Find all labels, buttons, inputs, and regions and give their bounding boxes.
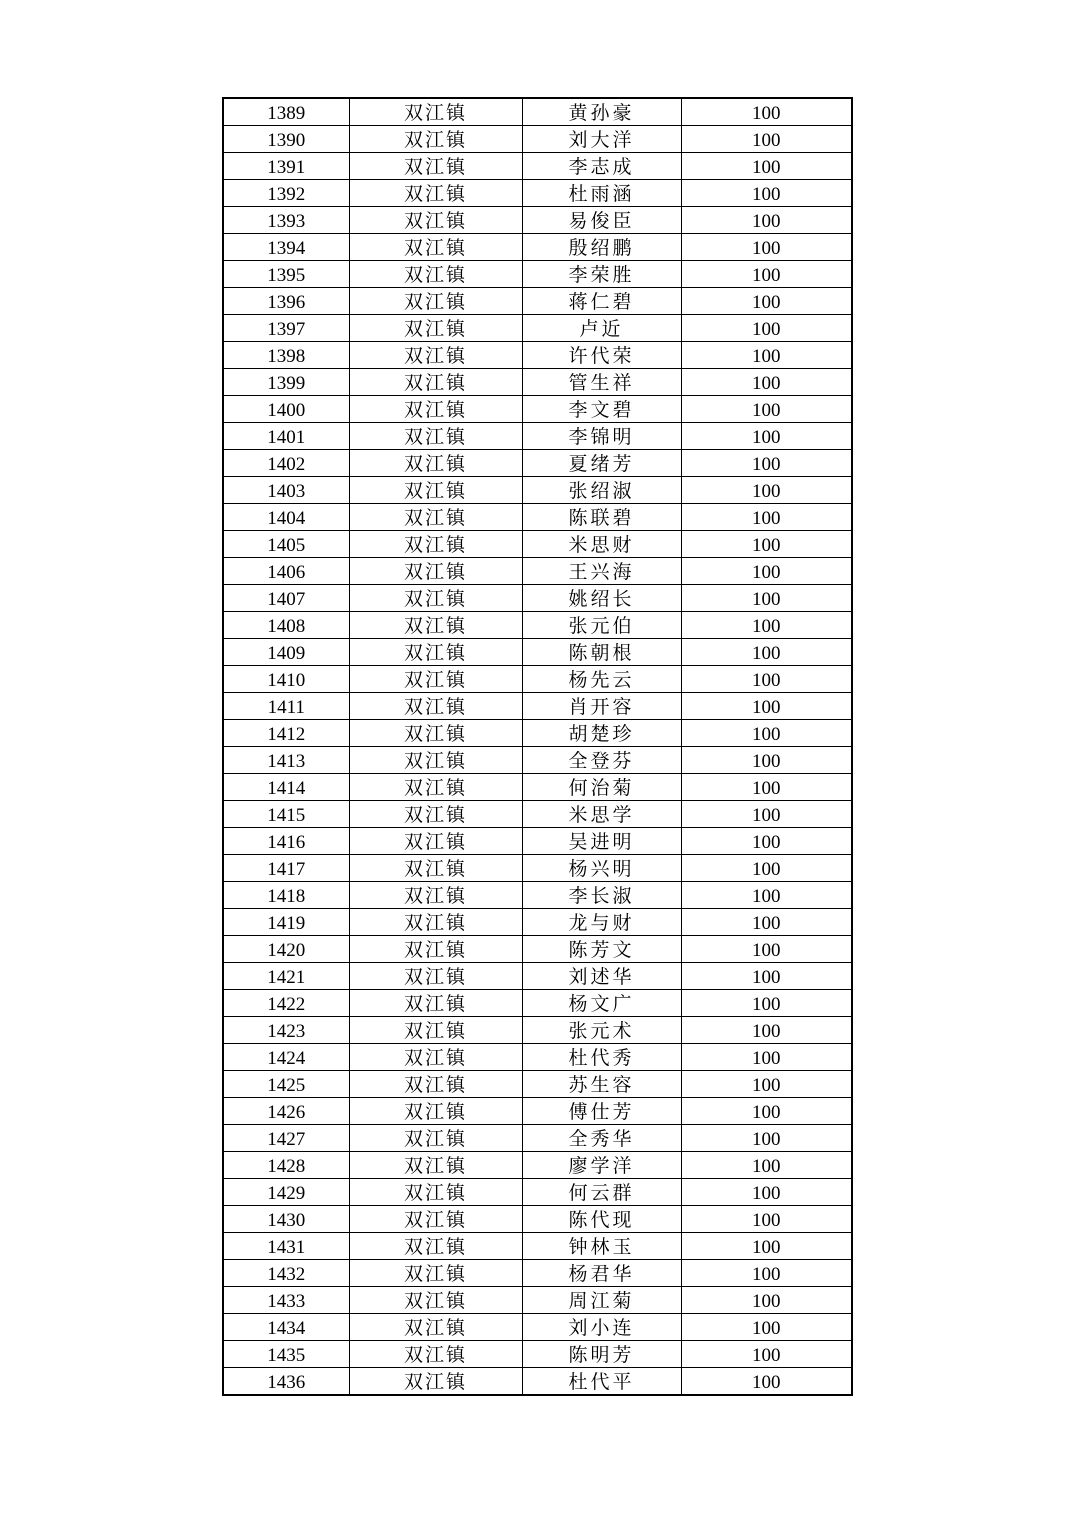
amount-cell: 100 — [681, 477, 852, 504]
name-cell: 龙与财 — [522, 909, 681, 936]
name-cell: 李文碧 — [522, 396, 681, 423]
amount-cell: 100 — [681, 747, 852, 774]
serial-number-cell: 1410 — [223, 666, 349, 693]
amount-cell: 100 — [681, 1125, 852, 1152]
amount-cell: 100 — [681, 963, 852, 990]
town-cell: 双江镇 — [349, 1017, 522, 1044]
name-cell: 张元术 — [522, 1017, 681, 1044]
town-cell: 双江镇 — [349, 450, 522, 477]
amount-cell: 100 — [681, 234, 852, 261]
serial-number-cell: 1418 — [223, 882, 349, 909]
town-cell: 双江镇 — [349, 666, 522, 693]
town-cell: 双江镇 — [349, 1233, 522, 1260]
town-cell: 双江镇 — [349, 288, 522, 315]
table-row — [223, 126, 852, 153]
amount-cell: 100 — [681, 882, 852, 909]
table-row — [223, 180, 852, 207]
serial-number-cell: 1397 — [223, 315, 349, 342]
serial-number-cell: 1399 — [223, 369, 349, 396]
town-cell: 双江镇 — [349, 1368, 522, 1396]
amount-cell: 100 — [681, 396, 852, 423]
serial-number-cell: 1425 — [223, 1071, 349, 1098]
town-cell: 双江镇 — [349, 477, 522, 504]
serial-number-cell: 1406 — [223, 558, 349, 585]
amount-cell: 100 — [681, 315, 852, 342]
serial-number-cell: 1396 — [223, 288, 349, 315]
town-cell: 双江镇 — [349, 882, 522, 909]
amount-cell: 100 — [681, 1044, 852, 1071]
amount-cell: 100 — [681, 1071, 852, 1098]
name-cell: 钟林玉 — [522, 1233, 681, 1260]
amount-cell: 100 — [681, 450, 852, 477]
town-cell: 双江镇 — [349, 1260, 522, 1287]
name-cell: 陈联碧 — [522, 504, 681, 531]
name-cell: 李锦明 — [522, 423, 681, 450]
town-cell: 双江镇 — [349, 98, 522, 126]
amount-cell: 100 — [681, 153, 852, 180]
serial-number-cell: 1414 — [223, 774, 349, 801]
name-cell: 杨先云 — [522, 666, 681, 693]
table-row — [223, 504, 852, 531]
name-cell: 杜雨涵 — [522, 180, 681, 207]
amount-cell: 100 — [681, 342, 852, 369]
table-row — [223, 612, 852, 639]
table-row — [223, 585, 852, 612]
name-cell: 刘述华 — [522, 963, 681, 990]
serial-number-cell: 1426 — [223, 1098, 349, 1125]
town-cell: 双江镇 — [349, 1179, 522, 1206]
table-row — [223, 1071, 852, 1098]
table-row — [223, 990, 852, 1017]
name-cell: 廖学洋 — [522, 1152, 681, 1179]
table-row — [223, 207, 852, 234]
serial-number-cell: 1389 — [223, 98, 349, 126]
amount-cell: 100 — [681, 1341, 852, 1368]
table-row — [223, 1017, 852, 1044]
table-row — [223, 1287, 852, 1314]
table-row — [223, 396, 852, 423]
town-cell: 双江镇 — [349, 720, 522, 747]
serial-number-cell: 1433 — [223, 1287, 349, 1314]
serial-number-cell: 1408 — [223, 612, 349, 639]
table-row — [223, 477, 852, 504]
amount-cell: 100 — [681, 720, 852, 747]
town-cell: 双江镇 — [349, 612, 522, 639]
town-cell: 双江镇 — [349, 693, 522, 720]
amount-cell: 100 — [681, 855, 852, 882]
table-row — [223, 747, 852, 774]
amount-cell: 100 — [681, 990, 852, 1017]
town-cell: 双江镇 — [349, 1341, 522, 1368]
name-cell: 米思学 — [522, 801, 681, 828]
table-row — [223, 882, 852, 909]
town-cell: 双江镇 — [349, 936, 522, 963]
table-row — [223, 558, 852, 585]
table-row — [223, 1125, 852, 1152]
amount-cell: 100 — [681, 828, 852, 855]
name-cell: 张绍淑 — [522, 477, 681, 504]
serial-number-cell: 1420 — [223, 936, 349, 963]
name-cell: 卢近 — [522, 315, 681, 342]
amount-cell: 100 — [681, 558, 852, 585]
serial-number-cell: 1429 — [223, 1179, 349, 1206]
table-row — [223, 98, 852, 126]
name-cell: 王兴海 — [522, 558, 681, 585]
name-cell: 周江菊 — [522, 1287, 681, 1314]
town-cell: 双江镇 — [349, 369, 522, 396]
name-cell: 杜代秀 — [522, 1044, 681, 1071]
serial-number-cell: 1416 — [223, 828, 349, 855]
name-cell: 陈朝根 — [522, 639, 681, 666]
amount-cell: 100 — [681, 207, 852, 234]
name-cell: 全秀华 — [522, 1125, 681, 1152]
amount-cell: 100 — [681, 1206, 852, 1233]
table-row — [223, 855, 852, 882]
town-cell: 双江镇 — [349, 801, 522, 828]
name-cell: 苏生容 — [522, 1071, 681, 1098]
name-cell: 夏绪芳 — [522, 450, 681, 477]
town-cell: 双江镇 — [349, 639, 522, 666]
serial-number-cell: 1409 — [223, 639, 349, 666]
serial-number-cell: 1422 — [223, 990, 349, 1017]
amount-cell: 100 — [681, 585, 852, 612]
town-cell: 双江镇 — [349, 1044, 522, 1071]
table-row — [223, 234, 852, 261]
town-cell: 双江镇 — [349, 747, 522, 774]
table-row — [223, 423, 852, 450]
amount-cell: 100 — [681, 1287, 852, 1314]
name-cell: 黄孙豪 — [522, 98, 681, 126]
table-row — [223, 342, 852, 369]
town-cell: 双江镇 — [349, 1206, 522, 1233]
name-cell: 陈明芳 — [522, 1341, 681, 1368]
name-cell: 米思财 — [522, 531, 681, 558]
name-cell: 李荣胜 — [522, 261, 681, 288]
amount-cell: 100 — [681, 1233, 852, 1260]
table-row — [223, 666, 852, 693]
town-cell: 双江镇 — [349, 1098, 522, 1125]
table-row — [223, 1314, 852, 1341]
amount-cell: 100 — [681, 666, 852, 693]
table-row — [223, 1098, 852, 1125]
amount-cell: 100 — [681, 1179, 852, 1206]
name-cell: 殷绍鹏 — [522, 234, 681, 261]
table-row — [223, 1044, 852, 1071]
town-cell: 双江镇 — [349, 990, 522, 1017]
town-cell: 双江镇 — [349, 423, 522, 450]
serial-number-cell: 1391 — [223, 153, 349, 180]
table-row — [223, 1368, 852, 1396]
amount-cell: 100 — [681, 1260, 852, 1287]
town-cell: 双江镇 — [349, 342, 522, 369]
town-cell: 双江镇 — [349, 828, 522, 855]
name-cell: 吴进明 — [522, 828, 681, 855]
name-cell: 许代荣 — [522, 342, 681, 369]
town-cell: 双江镇 — [349, 774, 522, 801]
amount-cell: 100 — [681, 1098, 852, 1125]
serial-number-cell: 1404 — [223, 504, 349, 531]
table-row — [223, 909, 852, 936]
table-body — [223, 98, 852, 1395]
serial-number-cell: 1434 — [223, 1314, 349, 1341]
name-cell: 肖开容 — [522, 693, 681, 720]
serial-number-cell: 1423 — [223, 1017, 349, 1044]
name-cell: 刘大洋 — [522, 126, 681, 153]
town-cell: 双江镇 — [349, 855, 522, 882]
name-cell: 杜代平 — [522, 1368, 681, 1396]
serial-number-cell: 1394 — [223, 234, 349, 261]
amount-cell: 100 — [681, 1152, 852, 1179]
table-row — [223, 774, 852, 801]
table-row — [223, 288, 852, 315]
amount-cell: 100 — [681, 180, 852, 207]
serial-number-cell: 1403 — [223, 477, 349, 504]
town-cell: 双江镇 — [349, 558, 522, 585]
name-cell: 陈代现 — [522, 1206, 681, 1233]
serial-number-cell: 1413 — [223, 747, 349, 774]
table-row — [223, 1341, 852, 1368]
town-cell: 双江镇 — [349, 909, 522, 936]
amount-cell: 100 — [681, 126, 852, 153]
amount-cell: 100 — [681, 288, 852, 315]
name-cell: 李志成 — [522, 153, 681, 180]
amount-cell: 100 — [681, 1017, 852, 1044]
amount-cell: 100 — [681, 504, 852, 531]
serial-number-cell: 1393 — [223, 207, 349, 234]
town-cell: 双江镇 — [349, 531, 522, 558]
name-cell: 管生祥 — [522, 369, 681, 396]
serial-number-cell: 1411 — [223, 693, 349, 720]
serial-number-cell: 1417 — [223, 855, 349, 882]
serial-number-cell: 1395 — [223, 261, 349, 288]
serial-number-cell: 1412 — [223, 720, 349, 747]
town-cell: 双江镇 — [349, 585, 522, 612]
town-cell: 双江镇 — [349, 153, 522, 180]
name-cell: 李长淑 — [522, 882, 681, 909]
serial-number-cell: 1407 — [223, 585, 349, 612]
town-cell: 双江镇 — [349, 180, 522, 207]
amount-cell: 100 — [681, 693, 852, 720]
name-cell: 张元伯 — [522, 612, 681, 639]
name-cell: 杨兴明 — [522, 855, 681, 882]
table-row — [223, 936, 852, 963]
serial-number-cell: 1402 — [223, 450, 349, 477]
town-cell: 双江镇 — [349, 207, 522, 234]
serial-number-cell: 1424 — [223, 1044, 349, 1071]
table-row — [223, 801, 852, 828]
table-row — [223, 639, 852, 666]
name-cell: 全登芬 — [522, 747, 681, 774]
amount-cell: 100 — [681, 531, 852, 558]
amount-cell: 100 — [681, 98, 852, 126]
table-row — [223, 828, 852, 855]
town-cell: 双江镇 — [349, 1071, 522, 1098]
name-cell: 何云群 — [522, 1179, 681, 1206]
amount-cell: 100 — [681, 639, 852, 666]
table-row — [223, 963, 852, 990]
table-row — [223, 693, 852, 720]
amount-cell: 100 — [681, 909, 852, 936]
town-cell: 双江镇 — [349, 504, 522, 531]
town-cell: 双江镇 — [349, 963, 522, 990]
amount-cell: 100 — [681, 369, 852, 396]
serial-number-cell: 1405 — [223, 531, 349, 558]
name-cell: 何治菊 — [522, 774, 681, 801]
serial-number-cell: 1415 — [223, 801, 349, 828]
amount-cell: 100 — [681, 801, 852, 828]
table-row — [223, 153, 852, 180]
table-row — [223, 1179, 852, 1206]
name-cell: 杨君华 — [522, 1260, 681, 1287]
amount-cell: 100 — [681, 261, 852, 288]
town-cell: 双江镇 — [349, 234, 522, 261]
serial-number-cell: 1428 — [223, 1152, 349, 1179]
table-row — [223, 369, 852, 396]
town-cell: 双江镇 — [349, 1287, 522, 1314]
serial-number-cell: 1419 — [223, 909, 349, 936]
table-row — [223, 450, 852, 477]
amount-cell: 100 — [681, 612, 852, 639]
serial-number-cell: 1392 — [223, 180, 349, 207]
table-row — [223, 720, 852, 747]
name-cell: 刘小连 — [522, 1314, 681, 1341]
amount-cell: 100 — [681, 1368, 852, 1396]
town-cell: 双江镇 — [349, 1314, 522, 1341]
serial-number-cell: 1431 — [223, 1233, 349, 1260]
amount-cell: 100 — [681, 774, 852, 801]
data-table — [222, 97, 853, 1396]
town-cell: 双江镇 — [349, 1125, 522, 1152]
serial-number-cell: 1427 — [223, 1125, 349, 1152]
serial-number-cell: 1401 — [223, 423, 349, 450]
table-row — [223, 1260, 852, 1287]
name-cell: 杨文广 — [522, 990, 681, 1017]
amount-cell: 100 — [681, 1314, 852, 1341]
table-row — [223, 315, 852, 342]
town-cell: 双江镇 — [349, 126, 522, 153]
town-cell: 双江镇 — [349, 396, 522, 423]
serial-number-cell: 1435 — [223, 1341, 349, 1368]
name-cell: 蒋仁碧 — [522, 288, 681, 315]
serial-number-cell: 1432 — [223, 1260, 349, 1287]
town-cell: 双江镇 — [349, 315, 522, 342]
serial-number-cell: 1430 — [223, 1206, 349, 1233]
amount-cell: 100 — [681, 423, 852, 450]
name-cell: 姚绍长 — [522, 585, 681, 612]
town-cell: 双江镇 — [349, 1152, 522, 1179]
serial-number-cell: 1400 — [223, 396, 349, 423]
table-row — [223, 531, 852, 558]
table-row — [223, 1152, 852, 1179]
table-row — [223, 261, 852, 288]
name-cell: 胡楚珍 — [522, 720, 681, 747]
serial-number-cell: 1398 — [223, 342, 349, 369]
town-cell: 双江镇 — [349, 261, 522, 288]
serial-number-cell: 1436 — [223, 1368, 349, 1396]
amount-cell: 100 — [681, 936, 852, 963]
name-cell: 易俊臣 — [522, 207, 681, 234]
name-cell: 傅仕芳 — [522, 1098, 681, 1125]
table-row — [223, 1233, 852, 1260]
name-cell: 陈芳文 — [522, 936, 681, 963]
serial-number-cell: 1421 — [223, 963, 349, 990]
serial-number-cell: 1390 — [223, 126, 349, 153]
table-row — [223, 1206, 852, 1233]
